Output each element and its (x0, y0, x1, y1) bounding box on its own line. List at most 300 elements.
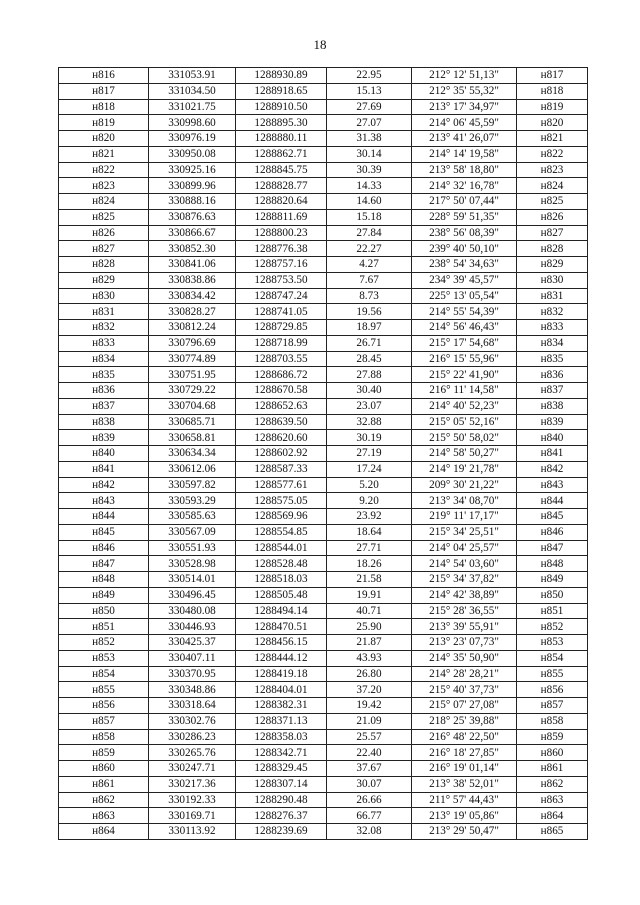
x-coordinate-cell: 330998.60 (149, 115, 236, 131)
x-coordinate-cell: 330514.01 (149, 572, 236, 588)
distance-cell: 25.57 (327, 729, 412, 745)
x-coordinate-cell: 330774.89 (149, 351, 236, 367)
distance-cell: 30.40 (327, 383, 412, 399)
y-coordinate-cell: 1288290.48 (236, 792, 327, 808)
table-row (59, 288, 588, 304)
next-point-cell: н832 (517, 304, 588, 320)
y-coordinate-cell: 1288342.71 (236, 745, 327, 761)
table-row (59, 99, 588, 115)
x-coordinate-cell: 330407.11 (149, 650, 236, 666)
y-coordinate-cell: 1288587.33 (236, 461, 327, 477)
y-coordinate-cell: 1288494.14 (236, 603, 327, 619)
distance-cell: 32.88 (327, 414, 412, 430)
bearing-cell: 213° 58' 18,80" (412, 162, 517, 178)
table-row (59, 824, 588, 840)
bearing-cell: 214° 14' 19,58" (412, 146, 517, 162)
point-id-cell: н821 (59, 146, 149, 162)
distance-cell: 18.64 (327, 524, 412, 540)
bearing-cell: 213° 39' 55,91" (412, 619, 517, 635)
distance-cell: 31.38 (327, 131, 412, 147)
next-point-cell: н821 (517, 131, 588, 147)
point-id-cell: н839 (59, 430, 149, 446)
bearing-cell: 215° 17' 54,68" (412, 335, 517, 351)
next-point-cell: н861 (517, 761, 588, 777)
next-point-cell: н820 (517, 115, 588, 131)
next-point-cell: н826 (517, 209, 588, 225)
x-coordinate-cell: 330370.95 (149, 666, 236, 682)
bearing-cell: 218° 25' 39,88" (412, 713, 517, 729)
table-row (59, 131, 588, 147)
bearing-cell: 215° 40' 37,73" (412, 682, 517, 698)
bearing-cell: 214° 54' 03,60" (412, 556, 517, 572)
bearing-cell: 212° 12' 51,13" (412, 68, 517, 84)
distance-cell: 26.80 (327, 666, 412, 682)
point-id-cell: н849 (59, 587, 149, 603)
table-row (59, 792, 588, 808)
y-coordinate-cell: 1288753.50 (236, 272, 327, 288)
x-coordinate-cell: 331021.75 (149, 99, 236, 115)
table-row (59, 335, 588, 351)
y-coordinate-cell: 1288918.65 (236, 83, 327, 99)
x-coordinate-cell: 330634.34 (149, 446, 236, 462)
point-id-cell: н836 (59, 383, 149, 399)
y-coordinate-cell: 1288639.50 (236, 414, 327, 430)
distance-cell: 25.90 (327, 619, 412, 635)
x-coordinate-cell: 330318.64 (149, 698, 236, 714)
bearing-cell: 211° 57' 44,43" (412, 792, 517, 808)
point-id-cell: н834 (59, 351, 149, 367)
bearing-cell: 238° 54' 34,63" (412, 257, 517, 273)
next-point-cell: н860 (517, 745, 588, 761)
bearing-cell: 213° 41' 26,07" (412, 131, 517, 147)
y-coordinate-cell: 1288470.51 (236, 619, 327, 635)
distance-cell: 18.97 (327, 320, 412, 336)
point-id-cell: н855 (59, 682, 149, 698)
table-row (59, 729, 588, 745)
x-coordinate-cell: 330551.93 (149, 540, 236, 556)
next-point-cell: н854 (517, 650, 588, 666)
coordinates-table-body (59, 68, 588, 840)
point-id-cell: н825 (59, 209, 149, 225)
table-row (59, 635, 588, 651)
point-id-cell: н842 (59, 477, 149, 493)
next-point-cell: н835 (517, 351, 588, 367)
x-coordinate-cell: 330286.23 (149, 729, 236, 745)
table-row (59, 367, 588, 383)
next-point-cell: н839 (517, 414, 588, 430)
x-coordinate-cell: 330597.82 (149, 477, 236, 493)
point-id-cell: н859 (59, 745, 149, 761)
next-point-cell: н817 (517, 68, 588, 84)
y-coordinate-cell: 1288703.55 (236, 351, 327, 367)
point-id-cell: н852 (59, 635, 149, 651)
y-coordinate-cell: 1288776.38 (236, 241, 327, 257)
bearing-cell: 239° 40' 50,10" (412, 241, 517, 257)
next-point-cell: н830 (517, 272, 588, 288)
distance-cell: 22.95 (327, 68, 412, 84)
distance-cell: 8.73 (327, 288, 412, 304)
bearing-cell: 217° 50' 07,44" (412, 194, 517, 210)
y-coordinate-cell: 1288741.05 (236, 304, 327, 320)
bearing-cell: 214° 32' 16,78" (412, 178, 517, 194)
table-row (59, 83, 588, 99)
distance-cell: 32.08 (327, 824, 412, 840)
distance-cell: 4.27 (327, 257, 412, 273)
y-coordinate-cell: 1288444.12 (236, 650, 327, 666)
bearing-cell: 213° 34' 08,70" (412, 493, 517, 509)
x-coordinate-cell: 330302.76 (149, 713, 236, 729)
next-point-cell: н864 (517, 808, 588, 824)
y-coordinate-cell: 1288620.60 (236, 430, 327, 446)
bearing-cell: 214° 58' 50,27" (412, 446, 517, 462)
coordinates-table (58, 67, 588, 840)
next-point-cell: н857 (517, 698, 588, 714)
table-row (59, 383, 588, 399)
point-id-cell: н832 (59, 320, 149, 336)
y-coordinate-cell: 1288895.30 (236, 115, 327, 131)
next-point-cell: н855 (517, 666, 588, 682)
bearing-cell: 214° 19' 21,78" (412, 461, 517, 477)
table-row (59, 414, 588, 430)
x-coordinate-cell: 330425.37 (149, 635, 236, 651)
table-row (59, 178, 588, 194)
distance-cell: 5.20 (327, 477, 412, 493)
y-coordinate-cell: 1288602.92 (236, 446, 327, 462)
table-row (59, 320, 588, 336)
y-coordinate-cell: 1288718.99 (236, 335, 327, 351)
x-coordinate-cell: 330480.08 (149, 603, 236, 619)
y-coordinate-cell: 1288239.69 (236, 824, 327, 840)
point-id-cell: н847 (59, 556, 149, 572)
table-row (59, 225, 588, 241)
bearing-cell: 216° 11' 14,58" (412, 383, 517, 399)
distance-cell: 23.92 (327, 509, 412, 525)
next-point-cell: н824 (517, 178, 588, 194)
table-row (59, 509, 588, 525)
next-point-cell: н852 (517, 619, 588, 635)
distance-cell: 27.69 (327, 99, 412, 115)
point-id-cell: н820 (59, 131, 149, 147)
x-coordinate-cell: 330828.27 (149, 304, 236, 320)
x-coordinate-cell: 330888.16 (149, 194, 236, 210)
point-id-cell: н860 (59, 761, 149, 777)
bearing-cell: 214° 04' 25,57" (412, 540, 517, 556)
y-coordinate-cell: 1288554.85 (236, 524, 327, 540)
bearing-cell: 215° 34' 25,51" (412, 524, 517, 540)
x-coordinate-cell: 330834.42 (149, 288, 236, 304)
x-coordinate-cell: 330685.71 (149, 414, 236, 430)
point-id-cell: н843 (59, 493, 149, 509)
point-id-cell: н844 (59, 509, 149, 525)
y-coordinate-cell: 1288505.48 (236, 587, 327, 603)
table-row (59, 619, 588, 635)
point-id-cell: н845 (59, 524, 149, 540)
next-point-cell: н853 (517, 635, 588, 651)
next-point-cell: н844 (517, 493, 588, 509)
distance-cell: 27.84 (327, 225, 412, 241)
point-id-cell: н854 (59, 666, 149, 682)
next-point-cell: н851 (517, 603, 588, 619)
bearing-cell: 213° 29' 50,47" (412, 824, 517, 840)
point-id-cell: н862 (59, 792, 149, 808)
next-point-cell: н823 (517, 162, 588, 178)
distance-cell: 15.13 (327, 83, 412, 99)
distance-cell: 17.24 (327, 461, 412, 477)
y-coordinate-cell: 1288569.96 (236, 509, 327, 525)
bearing-cell: 214° 40' 52,23" (412, 398, 517, 414)
point-id-cell: н857 (59, 713, 149, 729)
bearing-cell: 215° 28' 36,55" (412, 603, 517, 619)
x-coordinate-cell: 331034.50 (149, 83, 236, 99)
bearing-cell: 212° 35' 55,32" (412, 83, 517, 99)
point-id-cell: н841 (59, 461, 149, 477)
distance-cell: 27.71 (327, 540, 412, 556)
table-row (59, 540, 588, 556)
distance-cell: 26.66 (327, 792, 412, 808)
point-id-cell: н831 (59, 304, 149, 320)
point-id-cell: н826 (59, 225, 149, 241)
y-coordinate-cell: 1288329.45 (236, 761, 327, 777)
bearing-cell: 214° 06' 45,59" (412, 115, 517, 131)
table-row (59, 650, 588, 666)
distance-cell: 30.19 (327, 430, 412, 446)
distance-cell: 30.07 (327, 776, 412, 792)
table-row (59, 194, 588, 210)
x-coordinate-cell: 330976.19 (149, 131, 236, 147)
next-point-cell: н819 (517, 99, 588, 115)
table-row (59, 776, 588, 792)
distance-cell: 22.27 (327, 241, 412, 257)
y-coordinate-cell: 1288820.64 (236, 194, 327, 210)
distance-cell: 18.26 (327, 556, 412, 572)
x-coordinate-cell: 330796.69 (149, 335, 236, 351)
next-point-cell: н846 (517, 524, 588, 540)
distance-cell: 19.91 (327, 587, 412, 603)
next-point-cell: н818 (517, 83, 588, 99)
table-row (59, 446, 588, 462)
bearing-cell: 215° 05' 52,16" (412, 414, 517, 430)
x-coordinate-cell: 330593.29 (149, 493, 236, 509)
point-id-cell: н824 (59, 194, 149, 210)
y-coordinate-cell: 1288729.85 (236, 320, 327, 336)
x-coordinate-cell: 330812.24 (149, 320, 236, 336)
x-coordinate-cell: 330496.45 (149, 587, 236, 603)
table-row (59, 351, 588, 367)
distance-cell: 37.20 (327, 682, 412, 698)
distance-cell: 26.71 (327, 335, 412, 351)
table-row (59, 556, 588, 572)
y-coordinate-cell: 1288757.16 (236, 257, 327, 273)
point-id-cell: н835 (59, 367, 149, 383)
distance-cell: 27.07 (327, 115, 412, 131)
bearing-cell: 225° 13' 05,54" (412, 288, 517, 304)
next-point-cell: н863 (517, 792, 588, 808)
distance-cell: 9.20 (327, 493, 412, 509)
x-coordinate-cell: 330169.71 (149, 808, 236, 824)
bearing-cell: 219° 11' 17,17" (412, 509, 517, 525)
distance-cell: 66.77 (327, 808, 412, 824)
point-id-cell: н853 (59, 650, 149, 666)
next-point-cell: н833 (517, 320, 588, 336)
next-point-cell: н827 (517, 225, 588, 241)
point-id-cell: н830 (59, 288, 149, 304)
distance-cell: 21.09 (327, 713, 412, 729)
next-point-cell: н831 (517, 288, 588, 304)
next-point-cell: н850 (517, 587, 588, 603)
bearing-cell: 214° 28' 28,21" (412, 666, 517, 682)
next-point-cell: н856 (517, 682, 588, 698)
point-id-cell: н838 (59, 414, 149, 430)
x-coordinate-cell: 330899.96 (149, 178, 236, 194)
bearing-cell: 215° 34' 37,82" (412, 572, 517, 588)
next-point-cell: н822 (517, 146, 588, 162)
next-point-cell: н858 (517, 713, 588, 729)
point-id-cell: н850 (59, 603, 149, 619)
distance-cell: 27.88 (327, 367, 412, 383)
distance-cell: 43.93 (327, 650, 412, 666)
bearing-cell: 214° 55' 54,39" (412, 304, 517, 320)
point-id-cell: н851 (59, 619, 149, 635)
y-coordinate-cell: 1288747.24 (236, 288, 327, 304)
y-coordinate-cell: 1288518.03 (236, 572, 327, 588)
table-row (59, 146, 588, 162)
next-point-cell: н849 (517, 572, 588, 588)
bearing-cell: 216° 15' 55,96" (412, 351, 517, 367)
x-coordinate-cell: 330950.08 (149, 146, 236, 162)
next-point-cell: н841 (517, 446, 588, 462)
distance-cell: 40.71 (327, 603, 412, 619)
distance-cell: 23.07 (327, 398, 412, 414)
point-id-cell: н822 (59, 162, 149, 178)
distance-cell: 21.58 (327, 572, 412, 588)
y-coordinate-cell: 1288404.01 (236, 682, 327, 698)
x-coordinate-cell: 330247.71 (149, 761, 236, 777)
bearing-cell: 213° 23' 07,73" (412, 635, 517, 651)
x-coordinate-cell: 330751.95 (149, 367, 236, 383)
next-point-cell: н837 (517, 383, 588, 399)
distance-cell: 28.45 (327, 351, 412, 367)
point-id-cell: н818 (59, 99, 149, 115)
distance-cell: 14.60 (327, 194, 412, 210)
y-coordinate-cell: 1288811.69 (236, 209, 327, 225)
bearing-cell: 216° 48' 22,50" (412, 729, 517, 745)
table-row (59, 241, 588, 257)
table-row (59, 430, 588, 446)
y-coordinate-cell: 1288382.31 (236, 698, 327, 714)
table-row (59, 666, 588, 682)
next-point-cell: н829 (517, 257, 588, 273)
x-coordinate-cell: 330876.63 (149, 209, 236, 225)
table-row (59, 257, 588, 273)
point-id-cell: н816 (59, 68, 149, 84)
y-coordinate-cell: 1288456.15 (236, 635, 327, 651)
table-row (59, 745, 588, 761)
next-point-cell: н834 (517, 335, 588, 351)
distance-cell: 30.14 (327, 146, 412, 162)
next-point-cell: н847 (517, 540, 588, 556)
y-coordinate-cell: 1288930.89 (236, 68, 327, 84)
point-id-cell: н823 (59, 178, 149, 194)
table-row (59, 587, 588, 603)
bearing-cell: 228° 59' 51,35" (412, 209, 517, 225)
distance-cell: 19.56 (327, 304, 412, 320)
bearing-cell: 209° 30' 21,22" (412, 477, 517, 493)
x-coordinate-cell: 330446.93 (149, 619, 236, 635)
x-coordinate-cell: 330841.06 (149, 257, 236, 273)
x-coordinate-cell: 330567.09 (149, 524, 236, 540)
next-point-cell: н843 (517, 477, 588, 493)
y-coordinate-cell: 1288577.61 (236, 477, 327, 493)
table-row (59, 162, 588, 178)
bearing-cell: 214° 42' 38,89" (412, 587, 517, 603)
table-row (59, 761, 588, 777)
point-id-cell: н863 (59, 808, 149, 824)
x-coordinate-cell: 330348.86 (149, 682, 236, 698)
y-coordinate-cell: 1288910.50 (236, 99, 327, 115)
bearing-cell: 214° 56' 46,43" (412, 320, 517, 336)
x-coordinate-cell: 330704.68 (149, 398, 236, 414)
point-id-cell: н828 (59, 257, 149, 273)
bearing-cell: 213° 17' 34,97" (412, 99, 517, 115)
point-id-cell: н829 (59, 272, 149, 288)
table-row (59, 713, 588, 729)
point-id-cell: н833 (59, 335, 149, 351)
y-coordinate-cell: 1288575.05 (236, 493, 327, 509)
table-row (59, 493, 588, 509)
x-coordinate-cell: 330866.67 (149, 225, 236, 241)
distance-cell: 15.18 (327, 209, 412, 225)
next-point-cell: н828 (517, 241, 588, 257)
table-row (59, 398, 588, 414)
point-id-cell: н837 (59, 398, 149, 414)
x-coordinate-cell: 330852.30 (149, 241, 236, 257)
x-coordinate-cell: 330729.22 (149, 383, 236, 399)
point-id-cell: н864 (59, 824, 149, 840)
page-number: 18 (313, 37, 327, 52)
bearing-cell: 215° 50' 58,02" (412, 430, 517, 446)
point-id-cell: н817 (59, 83, 149, 99)
table-row (59, 477, 588, 493)
y-coordinate-cell: 1288845.75 (236, 162, 327, 178)
x-coordinate-cell: 330612.06 (149, 461, 236, 477)
y-coordinate-cell: 1288371.13 (236, 713, 327, 729)
table-row (59, 115, 588, 131)
x-coordinate-cell: 330217.36 (149, 776, 236, 792)
y-coordinate-cell: 1288800.23 (236, 225, 327, 241)
distance-cell: 21.87 (327, 635, 412, 651)
bearing-cell: 214° 35' 50,90" (412, 650, 517, 666)
y-coordinate-cell: 1288358.03 (236, 729, 327, 745)
point-id-cell: н856 (59, 698, 149, 714)
table-row (59, 209, 588, 225)
table-row (59, 603, 588, 619)
bearing-cell: 216° 18' 27,85" (412, 745, 517, 761)
distance-cell: 19.42 (327, 698, 412, 714)
bearing-cell: 215° 22' 41,90" (412, 367, 517, 383)
bearing-cell: 216° 19' 01,14" (412, 761, 517, 777)
distance-cell: 7.67 (327, 272, 412, 288)
bearing-cell: 213° 38' 52,01" (412, 776, 517, 792)
table-row (59, 68, 588, 84)
x-coordinate-cell: 330528.98 (149, 556, 236, 572)
bearing-cell: 238° 56' 08,39" (412, 225, 517, 241)
bearing-cell: 215° 07' 27,08" (412, 698, 517, 714)
distance-cell: 27.19 (327, 446, 412, 462)
distance-cell: 14.33 (327, 178, 412, 194)
x-coordinate-cell: 330192.33 (149, 792, 236, 808)
next-point-cell: н862 (517, 776, 588, 792)
table-row (59, 698, 588, 714)
